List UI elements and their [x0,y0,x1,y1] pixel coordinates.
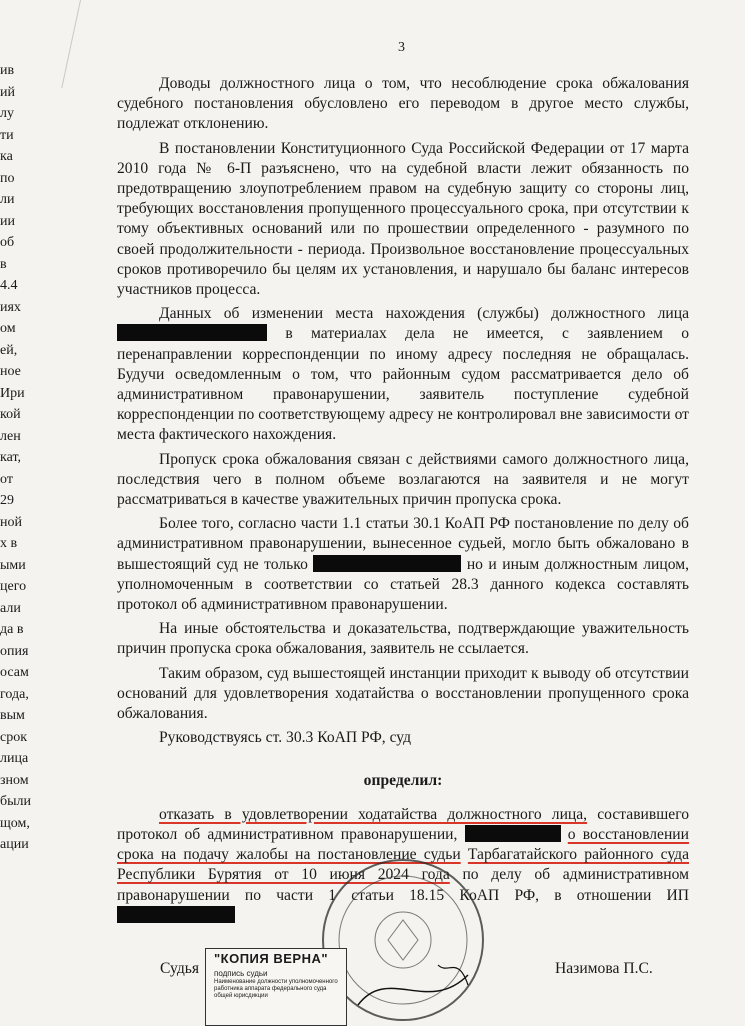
scan-margin-line [61,0,81,88]
judge-name: Назимова П.С. [555,960,653,977]
margin-fragment: ей, [0,342,18,358]
margin-fragment: в [0,256,7,272]
margin-fragment: цего [0,579,27,594]
margin-fragment: ации [0,837,29,852]
margin-fragment: ыми [0,557,26,573]
margin-fragment: х в [0,536,18,551]
signature-label: Судья [160,960,200,977]
stamp-title: "КОПИЯ ВЕРНА" [214,951,329,966]
margin-fragment: 4.4 [0,278,18,293]
document-body [117,74,689,930]
paragraph-4: Пропуск срока обжалования связан с действиями самого должностного лица, последствия чего в полном объеме возлагаются на заявителя и не могут рассматриваться в качестве уважительных причин пропуска срока. [117,450,689,509]
margin-fragment: ти [0,127,14,143]
margin-fragment: опия [0,643,29,659]
margin-fragment: по [0,170,15,186]
left-margin-fragments [0,60,52,960]
decision-part-5: по делу об административном правонарушении по части 1 статьи 18.15 КоАП РФ, в отношении ИП [117,866,689,904]
paragraph-5-rest: но и иным должностным лицом, уполномоченным в соответствии со статьей 28.3 данного кодекса составлять протокол об административном правонарушении. [117,555,689,614]
margin-fragment: зном [0,772,29,788]
margin-fragment: ом [0,321,16,336]
margin-fragment: об [0,235,15,250]
paragraph-3 [117,304,689,445]
margin-fragment: ной [0,514,22,530]
decision-part-4: Тарбагатайского районного суда Республики Бурятия от 10 июня 2024 года [117,846,689,884]
paragraph-8: Руководствуясь ст. 30.3 КоАП РФ, суд [159,729,412,747]
paragraph-3-start: Данных об изменении места нахождения (службы) должностного лица [159,305,689,323]
stamp-small-text: Наименование должности уполномоченного работника аппарата федерального суда общей юрисдикции [214,979,338,999]
redaction-block [117,324,267,341]
margin-fragment: лу [0,106,14,121]
margin-fragment: вым [0,708,25,723]
stamp-subtitle: подпись судьи [214,969,268,978]
redaction-block [117,906,235,923]
signature-line [160,960,660,990]
margin-fragment: ли [0,192,15,207]
margin-fragment: ное [0,364,21,379]
decision-part-1: отказать в удовлетворении ходатайства должностного лица, [159,805,588,823]
paragraph-1: Доводы должностного лица о том, что несоблюдение срока обжалования судебного постановления обусловлено его переводом в другое место службы, подлежат отклонению. [117,75,689,133]
paragraph-2: В постановлении Конституционного Суда Российской Федерации от 17 марта 2010 года № 6-П разъяснено, что на судебной власти лежит обязанность по предотвращению злоупотреблением правом на судебную защиту со стороны лиц, требующих восстановления пропущенного процессуального срока, при отсутствии к тому объективных оснований или по прошествии определенного - разумного по своей продолжительности - периода. Произвольное восстановление процессуальных сроков противоречило бы целям их установления, и нарушало бы баланс интересов участников процесса. [117,139,689,299]
redaction-block [465,825,561,842]
paragraph-5-start: Более того, согласно части 1.1 статьи 30.1 КоАП РФ постановление по делу об административном правонарушении, вынесенное судьей, могло быть обжаловано в вышестоящий суд не только [117,515,689,573]
margin-fragment: лица [0,751,29,766]
margin-fragment: Ири [0,385,25,401]
margin-fragment: лен [0,428,21,444]
margin-fragment: года, [0,686,29,702]
margin-fragment: осам [0,665,29,680]
paragraph-7: Таким образом, суд вышестоящей инстанции приходит к выводу об отсутствии оснований для удовлетворения ходатайства о восстановлении пропущенного срока обжалования. [117,664,689,723]
margin-fragment: ка [0,149,13,164]
margin-fragment: али [0,600,21,616]
margin-fragment: да в [0,622,24,637]
margin-fragment: были [0,794,32,809]
margin-fragment: ий [0,84,15,100]
margin-fragment: от [0,471,13,487]
page-number: 3 [398,40,405,55]
paragraph-5 [117,514,689,615]
decision-heading: определил: [363,771,443,789]
paragraph-3-rest: в материалах дела не имеется, с заявлением о перенаправлении корреспонденции по иному адресу последняя не обращалась. Будучи осведомленным о том, что районным судом рассматривается дело об административном правонарушении, заявитель поступление судебной корреспонденции по соответствующему адресу не контролировал вне зависимости от места фактического нахождения. [117,325,689,444]
margin-fragment: срок [0,729,28,745]
margin-fragment: кат, [0,450,22,465]
margin-fragment: кой [0,407,21,422]
paragraph-6: На иные обстоятельства и доказательства, подтверждающие уважительность причин пропуска срока обжалования, заявитель не ссылается. [117,620,689,658]
margin-fragment: 29 [0,493,14,508]
margin-fragment: ии [0,213,15,229]
decision-part-3: о восстановлении срока на подачу жалобы на постановление судьи [117,825,689,864]
margin-fragment: щом, [0,815,30,831]
decision-part-2: составившего протокол об административном правонарушении, [117,805,689,843]
margin-fragment: ив [0,63,15,78]
margin-fragment: иях [0,299,21,315]
redaction-block [313,555,461,572]
